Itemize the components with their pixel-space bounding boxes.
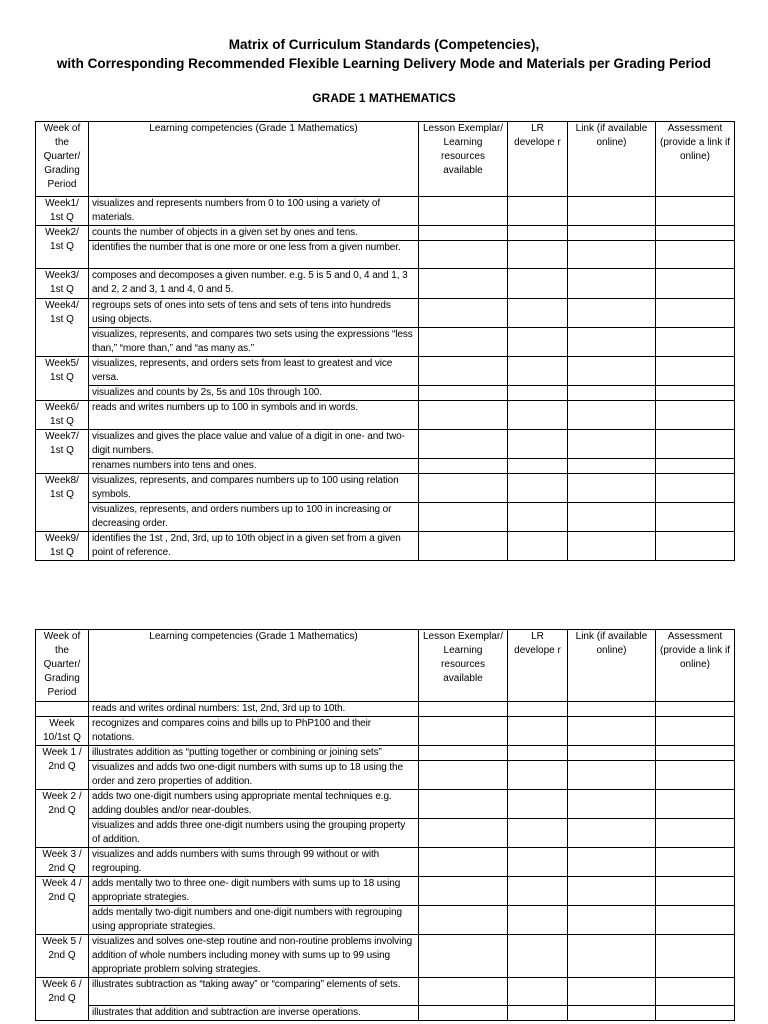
- week-cell: Week7/ 1st Q: [36, 430, 89, 474]
- assessment-cell: [656, 226, 735, 241]
- table-row: [36, 401, 735, 430]
- table-row: [36, 197, 735, 226]
- subject-title: GRADE 1 MATHEMATICS: [312, 91, 456, 105]
- col-header-week: Week of the Quarter/ Grading Period: [36, 122, 89, 197]
- assessment-cell: [656, 761, 735, 790]
- table-row: [36, 906, 735, 935]
- table-row: [36, 226, 735, 241]
- link-cell: [568, 790, 656, 819]
- table-row: [36, 790, 735, 819]
- competency-cell: counts the number of objects in a given set by ones and tens.: [89, 226, 419, 241]
- exemplar-cell: [419, 935, 508, 978]
- table-header-row: [36, 630, 735, 702]
- competency-cell: recognizes and compares coins and bills up to PhP100 and their notations.: [89, 717, 419, 746]
- lr-developer-cell: [508, 503, 568, 532]
- link-cell: [568, 1006, 656, 1021]
- exemplar-cell: [419, 532, 508, 561]
- week-cell: Week5/ 1st Q: [36, 357, 89, 401]
- assessment-cell: [656, 401, 735, 430]
- link-cell: [568, 935, 656, 978]
- lr-developer-cell: [508, 848, 568, 877]
- assessment-cell: [656, 430, 735, 459]
- week-cell: Week1/ 1st Q: [36, 197, 89, 226]
- col-header-exemplar: Lesson Exemplar/ Learning resources available: [419, 122, 508, 197]
- table-row: [36, 1006, 735, 1021]
- link-cell: [568, 386, 656, 401]
- assessment-cell: [656, 299, 735, 328]
- link-cell: [568, 717, 656, 746]
- competency-cell: adds two one-digit numbers using appropriate mental techniques e.g. adding doubles and/or near-doubles.: [89, 790, 419, 819]
- link-cell: [568, 357, 656, 386]
- lr-developer-cell: [508, 906, 568, 935]
- table-row: [36, 761, 735, 790]
- competency-cell: visualizes and represents numbers from 0 to 100 using a variety of materials.: [89, 197, 419, 226]
- exemplar-cell: [419, 328, 508, 357]
- exemplar-cell: [419, 357, 508, 386]
- table-row: [36, 746, 735, 761]
- assessment-cell: [656, 269, 735, 299]
- col-header-assessment: Assessment (provide a link if online): [656, 630, 735, 702]
- exemplar-cell: [419, 978, 508, 1006]
- table-row: [36, 978, 735, 1006]
- competency-cell: visualizes, represents, and orders sets from least to greatest and vice versa.: [89, 357, 419, 386]
- week-cell: Week 3 / 2nd Q: [36, 848, 89, 877]
- lr-developer-cell: [508, 978, 568, 1006]
- link-cell: [568, 978, 656, 1006]
- link-cell: [568, 226, 656, 241]
- week-cell: Week8/ 1st Q: [36, 474, 89, 532]
- table-row: [36, 328, 735, 357]
- lr-developer-cell: [508, 877, 568, 906]
- exemplar-cell: [419, 1006, 508, 1021]
- lr-developer-cell: [508, 532, 568, 561]
- exemplar-cell: [419, 269, 508, 299]
- exemplar-cell: [419, 761, 508, 790]
- competency-cell: adds mentally two to three one- digit numbers with sums up to 18 using appropriate strategies.: [89, 877, 419, 906]
- exemplar-cell: [419, 299, 508, 328]
- week-cell: [36, 702, 89, 717]
- competency-cell: visualizes and counts by 2s, 5s and 10s through 100.: [89, 386, 419, 401]
- competency-cell: visualizes, represents, and compares numbers up to 100 using relation symbols.: [89, 474, 419, 503]
- link-cell: [568, 532, 656, 561]
- table-row: [36, 819, 735, 848]
- table-row: [36, 848, 735, 877]
- week-cell: Week 2 / 2nd Q: [36, 790, 89, 848]
- exemplar-cell: [419, 503, 508, 532]
- exemplar-cell: [419, 430, 508, 459]
- lr-developer-cell: [508, 328, 568, 357]
- link-cell: [568, 269, 656, 299]
- col-header-link: Link (if available online): [568, 122, 656, 197]
- competency-cell: reads and writes ordinal numbers: 1st, 2nd, 3rd up to 10th.: [89, 702, 419, 717]
- col-header-exemplar: Lesson Exemplar/ Learning resources available: [419, 630, 508, 702]
- col-header-competencies: Learning competencies (Grade 1 Mathematics): [89, 630, 419, 702]
- week-cell: Week4/ 1st Q: [36, 299, 89, 357]
- competency-cell: visualizes and solves one-step routine and non-routine problems involving addition of whole numbers including money with sums up to 99 using appropriate problem solving strategies.: [89, 935, 419, 978]
- exemplar-cell: [419, 386, 508, 401]
- competency-cell: illustrates addition as “putting together or combining or joining sets”: [89, 746, 419, 761]
- exemplar-cell: [419, 819, 508, 848]
- competency-cell: visualizes, represents, and compares two sets using the expressions “less than,” “more than,” and “as many as.”: [89, 328, 419, 357]
- table-row: [36, 935, 735, 978]
- competency-cell: composes and decomposes a given number. e.g. 5 is 5 and 0, 4 and 1, 3 and 2, 2 and 3, 1 and 4, 0 and 5.: [89, 269, 419, 299]
- exemplar-cell: [419, 197, 508, 226]
- lr-developer-cell: [508, 474, 568, 503]
- assessment-cell: [656, 328, 735, 357]
- week-cell: Week 5 / 2nd Q: [36, 935, 89, 978]
- week-cell: Week 1 / 2nd Q: [36, 746, 89, 790]
- assessment-cell: [656, 474, 735, 503]
- link-cell: [568, 819, 656, 848]
- assessment-cell: [656, 906, 735, 935]
- table-header-row: [36, 122, 735, 197]
- lr-developer-cell: [508, 357, 568, 386]
- competency-cell: adds mentally two-digit numbers and one-digit numbers with regrouping using appropriate strategies.: [89, 906, 419, 935]
- table-row: [36, 430, 735, 459]
- exemplar-cell: [419, 459, 508, 474]
- exemplar-cell: [419, 906, 508, 935]
- competency-cell: illustrates subtraction as “taking away” or “comparing” elements of sets.: [89, 978, 419, 1006]
- col-header-lr-developer: LR develope r: [508, 630, 568, 702]
- table-row: [36, 717, 735, 746]
- link-cell: [568, 328, 656, 357]
- link-cell: [568, 761, 656, 790]
- assessment-cell: [656, 702, 735, 717]
- week-cell: Week 6 / 2nd Q: [36, 978, 89, 1021]
- table-row: [36, 503, 735, 532]
- link-cell: [568, 474, 656, 503]
- table-row: [36, 269, 735, 299]
- week-cell: Week9/ 1st Q: [36, 532, 89, 561]
- exemplar-cell: [419, 877, 508, 906]
- link-cell: [568, 299, 656, 328]
- link-cell: [568, 401, 656, 430]
- table-row: [36, 702, 735, 717]
- lr-developer-cell: [508, 746, 568, 761]
- lr-developer-cell: [508, 226, 568, 241]
- competency-cell: renames numbers into tens and ones.: [89, 459, 419, 474]
- lr-developer-cell: [508, 430, 568, 459]
- lr-developer-cell: [508, 386, 568, 401]
- assessment-cell: [656, 848, 735, 877]
- col-header-lr-developer: LR develope r: [508, 122, 568, 197]
- exemplar-cell: [419, 226, 508, 241]
- exemplar-cell: [419, 241, 508, 269]
- lr-developer-cell: [508, 761, 568, 790]
- lr-developer-cell: [508, 459, 568, 474]
- link-cell: [568, 906, 656, 935]
- exemplar-cell: [419, 702, 508, 717]
- competency-cell: regroups sets of ones into sets of tens and sets of tens into hundreds using objects.: [89, 299, 419, 328]
- assessment-cell: [656, 877, 735, 906]
- assessment-cell: [656, 819, 735, 848]
- exemplar-cell: [419, 474, 508, 503]
- table-row: [36, 532, 735, 561]
- link-cell: [568, 459, 656, 474]
- exemplar-cell: [419, 790, 508, 819]
- lr-developer-cell: [508, 935, 568, 978]
- competency-matrix-table-2: [35, 629, 735, 1021]
- week-cell: Week 10/1st Q: [36, 717, 89, 746]
- exemplar-cell: [419, 401, 508, 430]
- week-cell: Week2/ 1st Q: [36, 226, 89, 269]
- competency-cell: visualizes and adds two one-digit numbers with sums up to 18 using the order and zero properties of addition.: [89, 761, 419, 790]
- assessment-cell: [656, 197, 735, 226]
- link-cell: [568, 197, 656, 226]
- competency-cell: illustrates that addition and subtraction are inverse operations.: [89, 1006, 419, 1021]
- document-title-line2: with Corresponding Recommended Flexible Learning Delivery Mode and Materials per Grading Period: [56, 56, 712, 71]
- competency-matrix-table-1: [35, 121, 735, 561]
- table-row: [36, 474, 735, 503]
- link-cell: [568, 241, 656, 269]
- link-cell: [568, 702, 656, 717]
- assessment-cell: [656, 790, 735, 819]
- assessment-cell: [656, 978, 735, 1006]
- assessment-cell: [656, 746, 735, 761]
- competency-cell: visualizes and gives the place value and value of a digit in one- and two-digit numbers.: [89, 430, 419, 459]
- competency-cell: visualizes and adds numbers with sums through 99 without or with regrouping.: [89, 848, 419, 877]
- competency-cell: visualizes and adds three one-digit numbers using the grouping property of addition.: [89, 819, 419, 848]
- link-cell: [568, 503, 656, 532]
- table-row: [36, 299, 735, 328]
- document-title-line1: Matrix of Curriculum Standards (Competencies),: [228, 37, 540, 52]
- table-row: [36, 357, 735, 386]
- lr-developer-cell: [508, 702, 568, 717]
- week-cell: Week6/ 1st Q: [36, 401, 89, 430]
- assessment-cell: [656, 357, 735, 386]
- col-header-competencies: Learning competencies (Grade 1 Mathematics): [89, 122, 419, 197]
- lr-developer-cell: [508, 197, 568, 226]
- assessment-cell: [656, 1006, 735, 1021]
- competency-cell: identifies the 1st , 2nd, 3rd, up to 10th object in a given set from a given point of reference.: [89, 532, 419, 561]
- link-cell: [568, 848, 656, 877]
- assessment-cell: [656, 717, 735, 746]
- lr-developer-cell: [508, 790, 568, 819]
- assessment-cell: [656, 459, 735, 474]
- col-header-assessment: Assessment (provide a link if online): [656, 122, 735, 197]
- table-row: [36, 877, 735, 906]
- table-row: [36, 241, 735, 269]
- col-header-week: Week of the Quarter/ Grading Period: [36, 630, 89, 702]
- lr-developer-cell: [508, 241, 568, 269]
- assessment-cell: [656, 386, 735, 401]
- lr-developer-cell: [508, 269, 568, 299]
- lr-developer-cell: [508, 401, 568, 430]
- assessment-cell: [656, 503, 735, 532]
- exemplar-cell: [419, 717, 508, 746]
- link-cell: [568, 746, 656, 761]
- week-cell: Week3/ 1st Q: [36, 269, 89, 299]
- assessment-cell: [656, 532, 735, 561]
- exemplar-cell: [419, 746, 508, 761]
- link-cell: [568, 877, 656, 906]
- competency-cell: reads and writes numbers up to 100 in symbols and in words.: [89, 401, 419, 430]
- assessment-cell: [656, 935, 735, 978]
- week-cell: Week 4 / 2nd Q: [36, 877, 89, 935]
- competency-cell: identifies the number that is one more or one less from a given number.: [89, 241, 419, 269]
- exemplar-cell: [419, 848, 508, 877]
- lr-developer-cell: [508, 299, 568, 328]
- lr-developer-cell: [508, 717, 568, 746]
- lr-developer-cell: [508, 1006, 568, 1021]
- table-row: [36, 459, 735, 474]
- table-row: [36, 386, 735, 401]
- assessment-cell: [656, 241, 735, 269]
- col-header-link: Link (if available online): [568, 630, 656, 702]
- competency-cell: visualizes, represents, and orders numbers up to 100 in increasing or decreasing order.: [89, 503, 419, 532]
- link-cell: [568, 430, 656, 459]
- lr-developer-cell: [508, 819, 568, 848]
